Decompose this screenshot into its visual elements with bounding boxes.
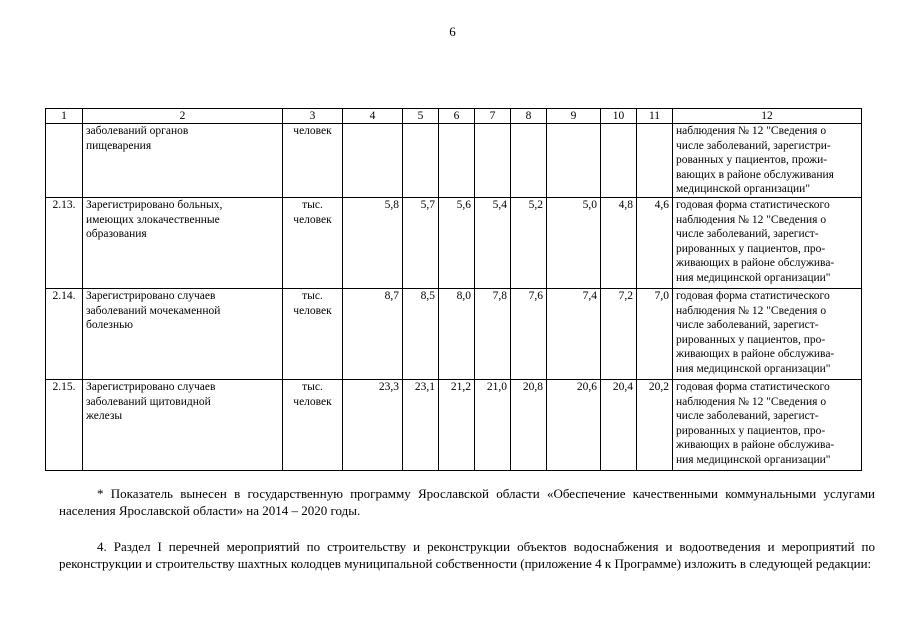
value-cell xyxy=(403,124,439,198)
row-number: 2.15. xyxy=(46,379,83,470)
table-row xyxy=(46,379,862,470)
value-cell xyxy=(475,124,511,198)
indicator-name xyxy=(83,124,283,198)
indicator-name-line: имеющих злокачественные xyxy=(86,213,220,226)
header-cell-5: 5 xyxy=(403,109,439,124)
value-cell: 20,8 xyxy=(511,379,547,470)
indicator-name-line: образования xyxy=(86,228,147,241)
data-source-line: живающих в районе обслужива- xyxy=(676,257,835,270)
value-cell: 5,6 xyxy=(439,197,475,288)
value-cell: 20,2 xyxy=(637,379,673,470)
row-number: 2.13. xyxy=(46,197,83,288)
table-row xyxy=(46,197,862,288)
data-source-line: ния медицинской организации" xyxy=(676,362,831,375)
data-source-line: годовая форма статистического xyxy=(676,198,830,211)
indicator-name-line: железы xyxy=(86,410,123,423)
value-cell: 7,8 xyxy=(475,288,511,379)
value-cell xyxy=(601,124,637,198)
value-cell: 7,4 xyxy=(547,288,601,379)
data-source-line: рованных у пациентов, прожи- xyxy=(676,154,828,167)
value-cell: 8,7 xyxy=(343,288,403,379)
value-cell: 7,6 xyxy=(511,288,547,379)
value-cell: 5,0 xyxy=(547,197,601,288)
indicator-name-line: Зарегистрировано случаев xyxy=(86,380,216,393)
data-source-line: ния медицинской организации" xyxy=(676,271,831,284)
table-header-row xyxy=(46,109,862,124)
data-source-line: наблюдения № 12 "Сведения о xyxy=(676,304,827,317)
value-cell: 5,2 xyxy=(511,197,547,288)
indicator-name-line: Зарегистрировано больных, xyxy=(86,198,223,211)
value-cell: 20,6 xyxy=(547,379,601,470)
paragraph-text: 4. Раздел I перечней мероприятий по строительству и реконструкции объектов водоснабжения и водоотведения и мероприятий по реконструкции и строительству шахтных колодцев муниципальной собственности (приложение 4 к Программе) изложить в следующей редакции: xyxy=(59,539,875,571)
value-cell: 23,1 xyxy=(403,379,439,470)
value-cell xyxy=(439,124,475,198)
indicator-name-line: Зарегистрировано случаев xyxy=(86,289,216,302)
header-cell-2: 2 xyxy=(83,109,283,124)
header-cell-8: 8 xyxy=(511,109,547,124)
value-cell: 5,4 xyxy=(475,197,511,288)
unit-of-measure-line: тыс. xyxy=(302,198,323,211)
data-source-line: ния медицинской организации" xyxy=(676,453,831,466)
unit-of-measure-line: человек xyxy=(293,213,332,226)
header-cell-7: 7 xyxy=(475,109,511,124)
header-cell-4: 4 xyxy=(343,109,403,124)
value-cell: 21,0 xyxy=(475,379,511,470)
header-cell-3: 3 xyxy=(283,109,343,124)
indicator-name xyxy=(83,379,283,470)
data-source-line: рированных у пациентов, про- xyxy=(676,242,826,255)
data-source xyxy=(673,197,862,288)
value-cell: 4,6 xyxy=(637,197,673,288)
data-source-line: наблюдения № 12 "Сведения о xyxy=(676,125,827,137)
data-source xyxy=(673,379,862,470)
value-cell: 5,8 xyxy=(343,197,403,288)
unit-of-measure xyxy=(283,379,343,470)
data-source-line: наблюдения № 12 "Сведения о xyxy=(676,395,827,408)
indicator-name-line: заболеваний мочекаменной xyxy=(86,304,221,317)
data-source-line: наблюдения № 12 "Сведения о xyxy=(676,213,827,226)
data-source-line: числе заболеваний, зарегистри- xyxy=(676,139,831,152)
data-source-line: числе заболеваний, зарегист- xyxy=(676,410,819,423)
data-source-line: рированных у пациентов, про- xyxy=(676,424,826,437)
indicator-name-line: заболеваний щитовидной xyxy=(86,395,211,408)
data-source-line: живающих в районе обслужива- xyxy=(676,439,835,452)
unit-of-measure-line: человек xyxy=(293,304,332,317)
value-cell xyxy=(547,124,601,198)
header-cell-6: 6 xyxy=(439,109,475,124)
value-cell: 7,0 xyxy=(637,288,673,379)
data-source xyxy=(673,288,862,379)
row-number: 2.14. xyxy=(46,288,83,379)
value-cell: 8,5 xyxy=(403,288,439,379)
footnote-text: * Показатель вынесен в государственную программу Ярославской области «Обеспечение качественными коммунальными услугами населения Ярославской области» на 2014 – 2020 годы. xyxy=(59,486,875,518)
data-source-line: живающих в районе обслужива- xyxy=(676,348,835,361)
page-number: 6 xyxy=(449,24,456,39)
footnote xyxy=(59,485,875,519)
data-source-line: медицинской организации" xyxy=(676,183,811,196)
value-cell: 4,8 xyxy=(601,197,637,288)
value-cell: 7,2 xyxy=(601,288,637,379)
data-source-line: вающих в районе обслуживания xyxy=(676,168,834,181)
data-source-line: рированных у пациентов, про- xyxy=(676,333,826,346)
value-cell xyxy=(637,124,673,198)
table-row xyxy=(46,124,862,198)
data-source xyxy=(673,124,862,198)
unit-of-measure xyxy=(283,288,343,379)
data-source-line: годовая форма статистического xyxy=(676,380,830,393)
value-cell: 21,2 xyxy=(439,379,475,470)
value-cell: 5,7 xyxy=(403,197,439,288)
header-cell-11: 11 xyxy=(637,109,673,124)
indicator-name-line: заболеваний органов xyxy=(86,125,189,137)
value-cell: 20,4 xyxy=(601,379,637,470)
unit-of-measure-line: тыс. xyxy=(302,289,323,302)
paragraph-section-4 xyxy=(59,538,875,572)
indicator-name xyxy=(83,288,283,379)
value-cell xyxy=(511,124,547,198)
data-source-line: числе заболеваний, зарегист- xyxy=(676,228,819,241)
row-number xyxy=(46,124,83,198)
data-source-line: годовая форма статистического xyxy=(676,289,830,302)
indicator-name-line: пищеварения xyxy=(86,139,152,152)
header-cell-1: 1 xyxy=(46,109,83,124)
value-cell: 23,3 xyxy=(343,379,403,470)
indicator-name xyxy=(83,197,283,288)
indicators-table xyxy=(45,108,862,471)
indicator-name-line: болезнью xyxy=(86,319,133,332)
data-source-line: числе заболеваний, зарегист- xyxy=(676,319,819,332)
header-cell-9: 9 xyxy=(547,109,601,124)
value-cell xyxy=(343,124,403,198)
table-row xyxy=(46,288,862,379)
unit-of-measure xyxy=(283,124,343,198)
unit-of-measure-line: человек xyxy=(293,395,332,408)
unit-of-measure xyxy=(283,197,343,288)
header-cell-12: 12 xyxy=(673,109,862,124)
value-cell: 8,0 xyxy=(439,288,475,379)
header-cell-10: 10 xyxy=(601,109,637,124)
unit-of-measure-line: тыс. xyxy=(302,380,323,393)
unit-of-measure-line: человек xyxy=(293,125,332,137)
